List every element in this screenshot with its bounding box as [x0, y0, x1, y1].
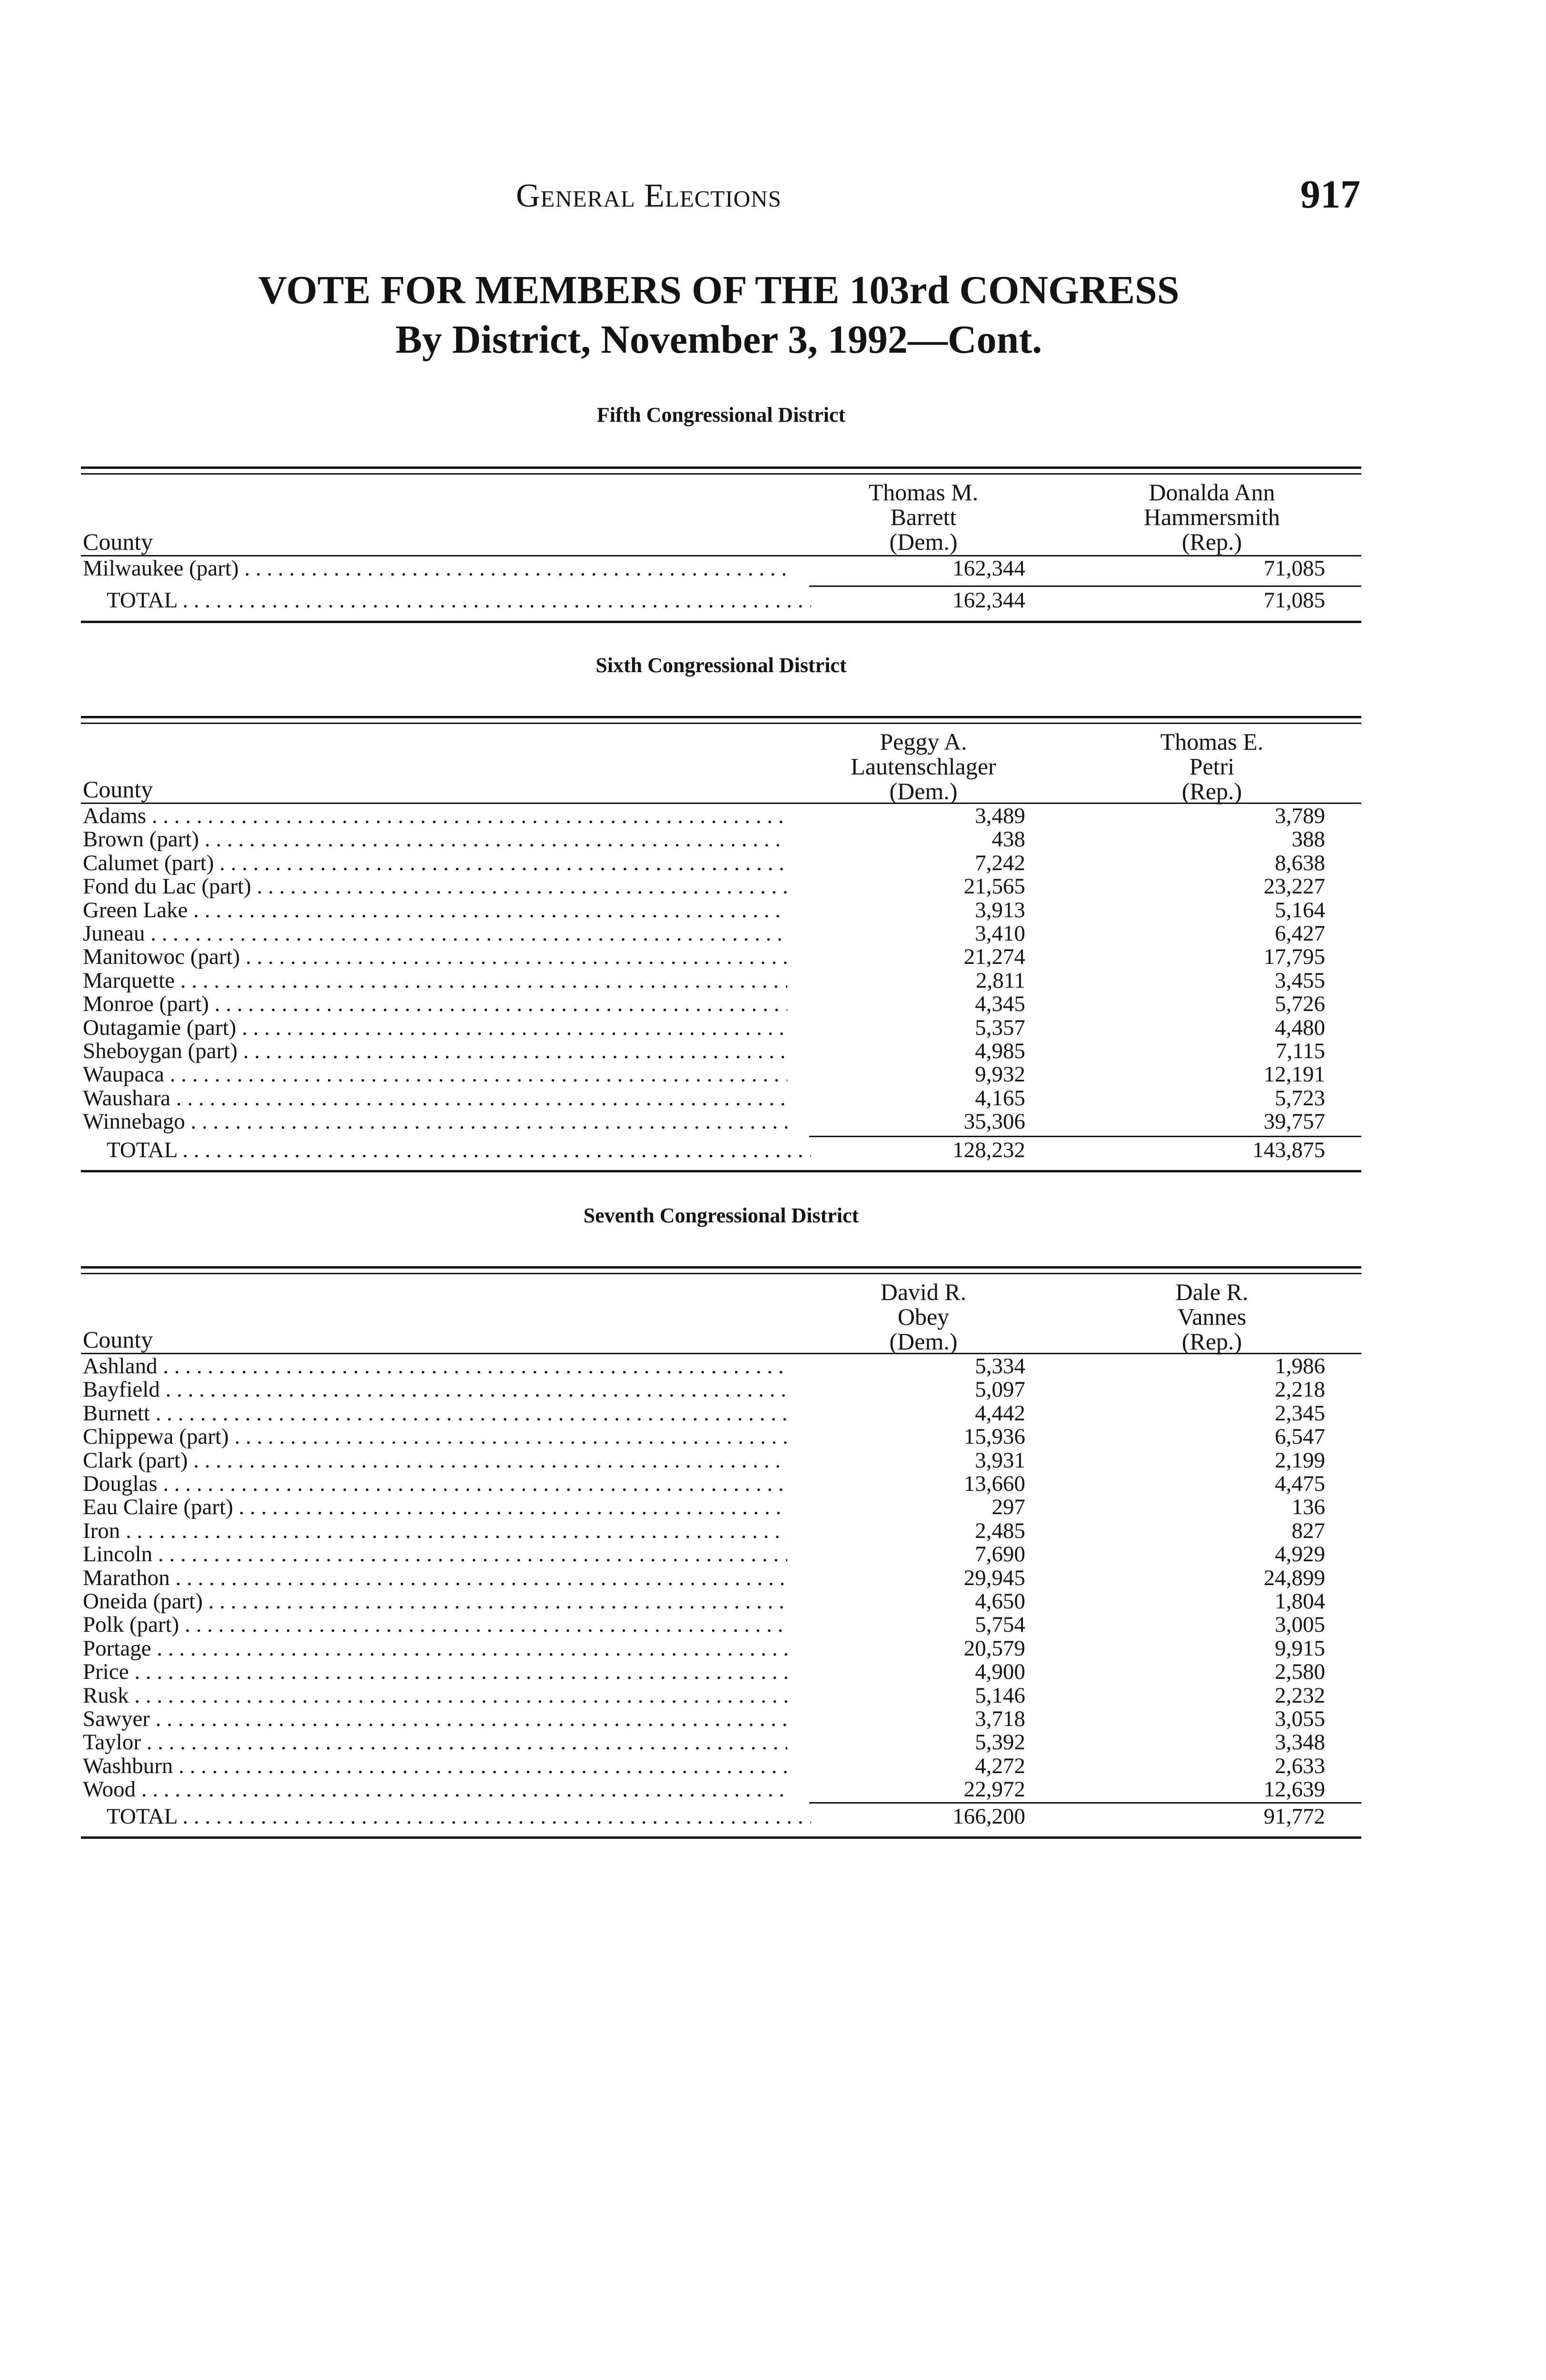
county-column-header: County	[83, 528, 153, 555]
rep-votes: 17,795	[1263, 944, 1325, 970]
table-row	[81, 852, 1361, 875]
rep-votes: 1,804	[1275, 1589, 1325, 1614]
dem-votes: 162,344	[952, 556, 1025, 581]
rep-votes: 39,757	[1263, 1109, 1325, 1134]
table-row	[81, 945, 1361, 969]
county-name: Bayfield . . .	[83, 1378, 787, 1401]
county-name: Waupaca . . .	[83, 1063, 787, 1086]
page-number: 917	[1300, 172, 1360, 217]
dem-total: 162,344	[952, 588, 1025, 613]
county-name: Fond du Lac (part) . . .	[83, 875, 787, 898]
rep-votes: 2,580	[1275, 1659, 1325, 1685]
candidate-party: (Dem.)	[889, 1328, 958, 1355]
candidate-party: (Dem.)	[889, 528, 958, 555]
table-row	[81, 969, 1361, 992]
county-name: Taylor . . .	[83, 1731, 787, 1754]
candidate-name-line1: Thomas M.	[868, 479, 979, 506]
dem-votes: 5,754	[975, 1612, 1025, 1637]
table-row	[81, 1755, 1361, 1778]
dem-votes: 13,660	[963, 1471, 1025, 1496]
county-name: Portage . . .	[83, 1637, 787, 1660]
candidate-name-line2: Lautenschlager	[851, 753, 996, 780]
rep-votes: 4,480	[1275, 1015, 1325, 1040]
county-name: Adams . . .	[83, 804, 787, 828]
table-bottom-rule	[81, 1170, 1361, 1172]
table-row	[81, 899, 1361, 922]
table-row	[81, 1110, 1361, 1133]
county-name: Juneau . . .	[83, 922, 787, 945]
rep-votes: 12,639	[1263, 1777, 1325, 1802]
table-row	[81, 1402, 1361, 1425]
rep-votes: 3,055	[1275, 1706, 1325, 1731]
dem-votes: 9,932	[975, 1062, 1025, 1087]
table-top-rule-thin	[81, 723, 1361, 724]
county-name: Chippewa (part) . . .	[83, 1425, 787, 1448]
rep-votes: 5,723	[1275, 1085, 1325, 1111]
rep-votes: 24,899	[1263, 1565, 1325, 1590]
rep-votes: 71,085	[1263, 556, 1325, 581]
candidate-party: (Rep.)	[1181, 778, 1242, 804]
table-row	[81, 1590, 1361, 1613]
table-row	[81, 1637, 1361, 1660]
rep-votes: 2,633	[1275, 1753, 1325, 1778]
rep-votes: 827	[1291, 1518, 1325, 1543]
county-name: Marquette . . .	[83, 969, 787, 992]
dem-votes: 4,272	[975, 1753, 1025, 1778]
county-name: Clark (part) . . .	[83, 1449, 787, 1472]
dem-votes: 2,485	[975, 1518, 1025, 1543]
county-name: Polk (part) . . .	[83, 1613, 787, 1636]
rep-votes: 9,915	[1275, 1636, 1325, 1661]
dem-votes: 5,334	[975, 1354, 1025, 1378]
page-title: VOTE FOR MEMBERS OF THE 103rd CONGRESS	[258, 268, 1179, 312]
county-name: Calumet (part) . . .	[83, 852, 787, 875]
candidate-name-line2: Obey	[897, 1303, 950, 1330]
running-head: General Elections	[516, 178, 782, 214]
county-name: Price . . .	[83, 1660, 787, 1684]
dem-votes: 4,345	[975, 992, 1025, 1017]
dem-votes: 3,410	[975, 921, 1025, 946]
rep-votes: 3,348	[1275, 1730, 1325, 1755]
table-row	[81, 1378, 1361, 1401]
rep-total: 143,875	[1252, 1138, 1325, 1162]
candidate-party: (Rep.)	[1181, 528, 1242, 555]
county-name: Sawyer . . .	[83, 1707, 787, 1731]
header-bottom-rule	[81, 803, 1361, 804]
dem-votes: 5,097	[975, 1377, 1025, 1402]
dem-votes: 22,972	[963, 1777, 1025, 1802]
total-label: TOTAL . . .	[83, 589, 811, 612]
dem-votes: 5,146	[975, 1683, 1025, 1708]
dem-votes: 21,274	[963, 944, 1025, 970]
dem-votes: 21,565	[963, 874, 1025, 899]
dem-total: 166,200	[952, 1804, 1025, 1829]
table-row	[81, 1567, 1361, 1590]
table-top-rule-thin	[81, 473, 1361, 475]
county-name: Burnett . . .	[83, 1402, 787, 1425]
district-heading: Fifth Congressional District	[596, 403, 846, 426]
candidate-name-line1: Thomas E.	[1160, 728, 1264, 755]
county-name: Lincoln . . .	[83, 1543, 787, 1566]
rep-total: 71,085	[1263, 588, 1325, 613]
candidate-header-rep	[1117, 729, 1307, 803]
candidate-name-line2: Barrett	[890, 504, 957, 530]
sum-rule	[809, 1802, 1361, 1804]
rep-votes: 12,191	[1263, 1062, 1325, 1087]
rep-votes: 3,789	[1275, 803, 1325, 828]
dem-total: 128,232	[952, 1138, 1025, 1162]
table-row	[81, 804, 1361, 828]
rep-votes: 1,986	[1275, 1354, 1325, 1378]
table-bottom-rule	[81, 621, 1361, 623]
county-name: Milwaukee (part) . . .	[83, 557, 787, 580]
table-row	[81, 1684, 1361, 1707]
county-column-header: County	[83, 1326, 153, 1353]
rep-votes: 388	[1291, 827, 1325, 852]
county-name: Marathon . . .	[83, 1567, 787, 1590]
table-row	[81, 1496, 1361, 1519]
total-row	[81, 1805, 1361, 1828]
dem-votes: 35,306	[963, 1109, 1025, 1134]
candidate-name-line2: Petri	[1189, 753, 1235, 780]
rep-votes: 136	[1291, 1495, 1325, 1520]
table-row	[81, 1087, 1361, 1110]
rep-votes: 8,638	[1275, 850, 1325, 875]
sum-rule	[809, 1136, 1361, 1137]
table-row	[81, 1543, 1361, 1566]
county-name: Monroe (part) . . .	[83, 992, 787, 1016]
candidate-header-dem	[828, 729, 1019, 803]
table-row	[81, 1355, 1361, 1378]
candidate-header-dem	[828, 1279, 1019, 1354]
table-bottom-rule	[81, 1836, 1361, 1839]
county-name: Sheboygan (part) . . .	[83, 1040, 787, 1063]
candidate-name-line1: Dale R.	[1175, 1279, 1249, 1305]
candidate-header-dem	[828, 480, 1019, 554]
district-heading: Seventh Congressional District	[583, 1204, 859, 1227]
county-name: Waushara . . .	[83, 1087, 787, 1110]
table-row	[81, 1731, 1361, 1754]
rep-votes: 4,929	[1275, 1542, 1325, 1567]
header-bottom-rule	[81, 555, 1361, 556]
rep-votes: 3,455	[1275, 968, 1325, 993]
county-name: Outagamie (part) . . .	[83, 1016, 787, 1040]
candidate-name-line1: David R.	[880, 1279, 967, 1305]
dem-votes: 20,579	[963, 1636, 1025, 1661]
county-name: Manitowoc (part) . . .	[83, 945, 787, 969]
dem-votes: 2,811	[975, 968, 1025, 993]
total-label: TOTAL . . .	[83, 1139, 811, 1162]
dem-votes: 3,913	[975, 897, 1025, 922]
table-row	[81, 1707, 1361, 1731]
dem-votes: 5,357	[975, 1015, 1025, 1040]
candidate-party: (Rep.)	[1181, 1328, 1242, 1355]
table-row	[81, 1449, 1361, 1472]
dem-votes: 3,718	[975, 1706, 1025, 1731]
candidate-name-line2: Hammersmith	[1143, 504, 1280, 530]
table-row	[81, 1425, 1361, 1448]
rep-votes: 2,345	[1275, 1400, 1325, 1426]
county-column-header: County	[83, 776, 153, 803]
table-row	[81, 557, 1361, 580]
rep-votes: 4,475	[1275, 1471, 1325, 1496]
table-row	[81, 828, 1361, 851]
rep-votes: 3,005	[1275, 1612, 1325, 1637]
rep-votes: 5,164	[1275, 897, 1325, 922]
candidate-name-line1: Peggy A.	[880, 728, 967, 755]
table-row	[81, 1519, 1361, 1543]
table-row	[81, 1063, 1361, 1086]
header-bottom-rule	[81, 1353, 1361, 1354]
county-name: Washburn . . .	[83, 1755, 787, 1778]
county-name: Iron . . .	[83, 1519, 787, 1543]
county-name: Brown (part) . . .	[83, 828, 787, 851]
table-top-rule	[81, 466, 1361, 469]
rep-votes: 7,115	[1275, 1039, 1325, 1063]
dem-votes: 4,442	[975, 1400, 1025, 1426]
dem-votes: 438	[991, 827, 1025, 852]
county-name: Wood . . .	[83, 1778, 787, 1801]
table-row	[81, 1613, 1361, 1636]
rep-votes: 6,427	[1275, 921, 1325, 946]
dem-votes: 4,165	[975, 1085, 1025, 1111]
table-row	[81, 1660, 1361, 1684]
dem-votes: 7,690	[975, 1542, 1025, 1567]
table-row	[81, 1778, 1361, 1801]
dem-votes: 5,392	[975, 1730, 1025, 1755]
candidate-header-rep	[1117, 480, 1307, 554]
table-row	[81, 992, 1361, 1016]
rep-votes: 6,547	[1275, 1424, 1325, 1449]
dem-votes: 7,242	[975, 850, 1025, 875]
dem-votes: 4,985	[975, 1039, 1025, 1063]
sum-rule	[809, 585, 1361, 587]
table-row	[81, 875, 1361, 898]
dem-votes: 29,945	[963, 1565, 1025, 1590]
dem-votes: 3,931	[975, 1448, 1025, 1473]
candidate-name-line2: Vannes	[1177, 1303, 1247, 1330]
total-row	[81, 1139, 1361, 1162]
table-row	[81, 1040, 1361, 1063]
table-top-rule	[81, 716, 1361, 718]
dem-votes: 4,650	[975, 1589, 1025, 1614]
total-row	[81, 589, 1361, 612]
county-name: Oneida (part) . . .	[83, 1590, 787, 1613]
table-row	[81, 922, 1361, 945]
table-top-rule	[81, 1266, 1361, 1269]
rep-votes: 2,199	[1275, 1448, 1325, 1473]
table-row	[81, 1472, 1361, 1496]
county-name: Rusk . . .	[83, 1684, 787, 1707]
candidate-name-line1: Donalda Ann	[1149, 479, 1275, 506]
dem-votes: 4,900	[975, 1659, 1025, 1685]
county-name: Green Lake . . .	[83, 899, 787, 922]
page-subtitle: By District, November 3, 1992—Cont.	[395, 317, 1042, 362]
county-name: Ashland . . .	[83, 1355, 787, 1378]
rep-votes: 2,218	[1275, 1377, 1325, 1402]
candidate-party: (Dem.)	[889, 778, 958, 804]
rep-votes: 23,227	[1263, 874, 1325, 899]
table-row	[81, 1016, 1361, 1040]
dem-votes: 3,489	[975, 803, 1025, 828]
rep-votes: 2,232	[1275, 1683, 1325, 1708]
dem-votes: 297	[991, 1495, 1025, 1520]
candidate-header-rep	[1117, 1279, 1307, 1354]
county-name: Douglas . . .	[83, 1472, 787, 1496]
rep-votes: 5,726	[1275, 992, 1325, 1017]
table-top-rule-thin	[81, 1273, 1361, 1274]
county-name: Eau Claire (part) . . .	[83, 1496, 787, 1519]
total-label: TOTAL . . .	[83, 1805, 811, 1828]
rep-total: 91,772	[1263, 1804, 1325, 1829]
dem-votes: 15,936	[963, 1424, 1025, 1449]
county-name: Winnebago . . .	[83, 1110, 787, 1133]
district-heading: Sixth Congressional District	[595, 654, 847, 677]
